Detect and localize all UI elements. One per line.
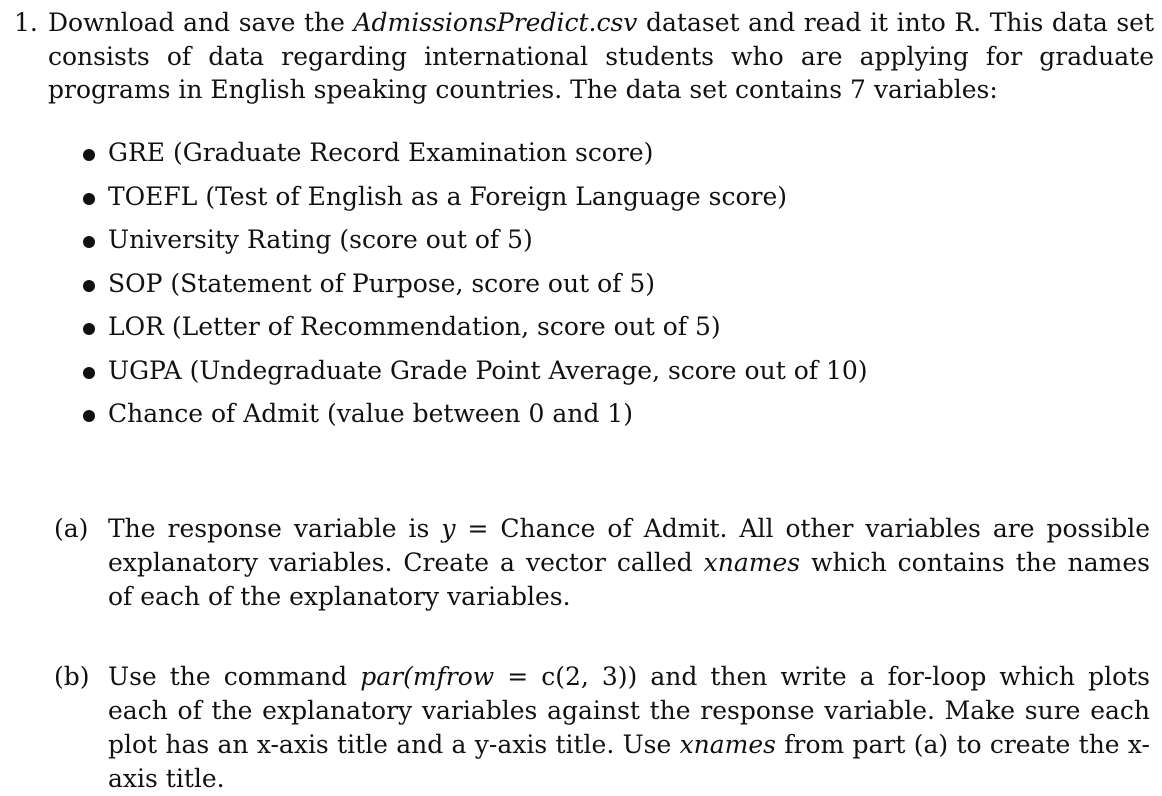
part-a-text-1: The response variable is — [108, 514, 442, 543]
variable-text: University Rating (score out of 5) — [108, 225, 533, 254]
bullet-icon — [83, 149, 95, 161]
bullet-icon — [83, 410, 95, 422]
variable-text: SOP (Statement of Purpose, score out of 5) — [108, 268, 655, 298]
math-y: y — [441, 514, 456, 543]
part-a-label: (a) — [54, 514, 89, 543]
part-a-text-3: which contains the names of each of the explanatory variables. — [108, 548, 1150, 611]
xnames-term: xnames — [679, 730, 776, 759]
bullet-icon — [83, 323, 95, 335]
command-arguments: = c(2, 3)) — [494, 662, 638, 691]
problem-number: 1. — [14, 8, 38, 37]
part-b-label: (b) — [54, 662, 90, 691]
variable-text: Chance of Admit (value between 0 and 1) — [108, 399, 633, 428]
list-item — [80, 397, 868, 441]
problem-1 — [14, 6, 1154, 107]
variable-text: UGPA (Undegraduate Grade Point Average, score out of 10) — [108, 355, 868, 385]
bullet-icon — [83, 280, 95, 292]
command-function: par(mfrow — [360, 662, 495, 691]
problem-intro — [14, 6, 1154, 107]
intro-text-1: Download and save the — [48, 8, 354, 37]
part-a-text-2: = Chance of Admit. All other variables are possible explanatory variables. Create a vector called — [108, 514, 1151, 577]
bullet-icon — [83, 193, 95, 205]
list-item — [80, 354, 868, 398]
xnames-term: xnames — [703, 548, 801, 577]
intro-text-2: dataset and read it into R. This data set consists of data regarding international students who are applying for graduate programs in English speaking countries. The data set contains 7 variables: — [48, 8, 1154, 104]
variable-text: TOEFL (Test of English as a Foreign Language score) — [108, 181, 787, 211]
variable-text: LOR (Letter of Recommendation, score out of 5) — [108, 312, 721, 341]
part-b-text-1: Use the command — [108, 662, 361, 691]
part-b-text-2: and then write a for-loop which plots each of the explanatory variables against the response variable. Make sure each plot has an x-axis title and a y-axis title. Use — [108, 662, 1150, 759]
list-item — [80, 267, 868, 311]
list-item — [80, 180, 868, 224]
part-a — [54, 512, 1150, 614]
variable-list — [80, 136, 868, 441]
list-item — [80, 136, 868, 180]
part-b — [54, 660, 1150, 796]
dataset-filename: AdmissionsPredict.csv — [353, 8, 638, 37]
part-b-text-3: from part (a) to create the x-axis title. — [108, 730, 1150, 793]
list-item — [80, 310, 868, 354]
bullet-icon — [83, 367, 95, 379]
list-item — [80, 223, 868, 267]
variable-text: GRE (Graduate Record Examination score) — [108, 138, 654, 167]
bullet-icon — [83, 236, 95, 248]
